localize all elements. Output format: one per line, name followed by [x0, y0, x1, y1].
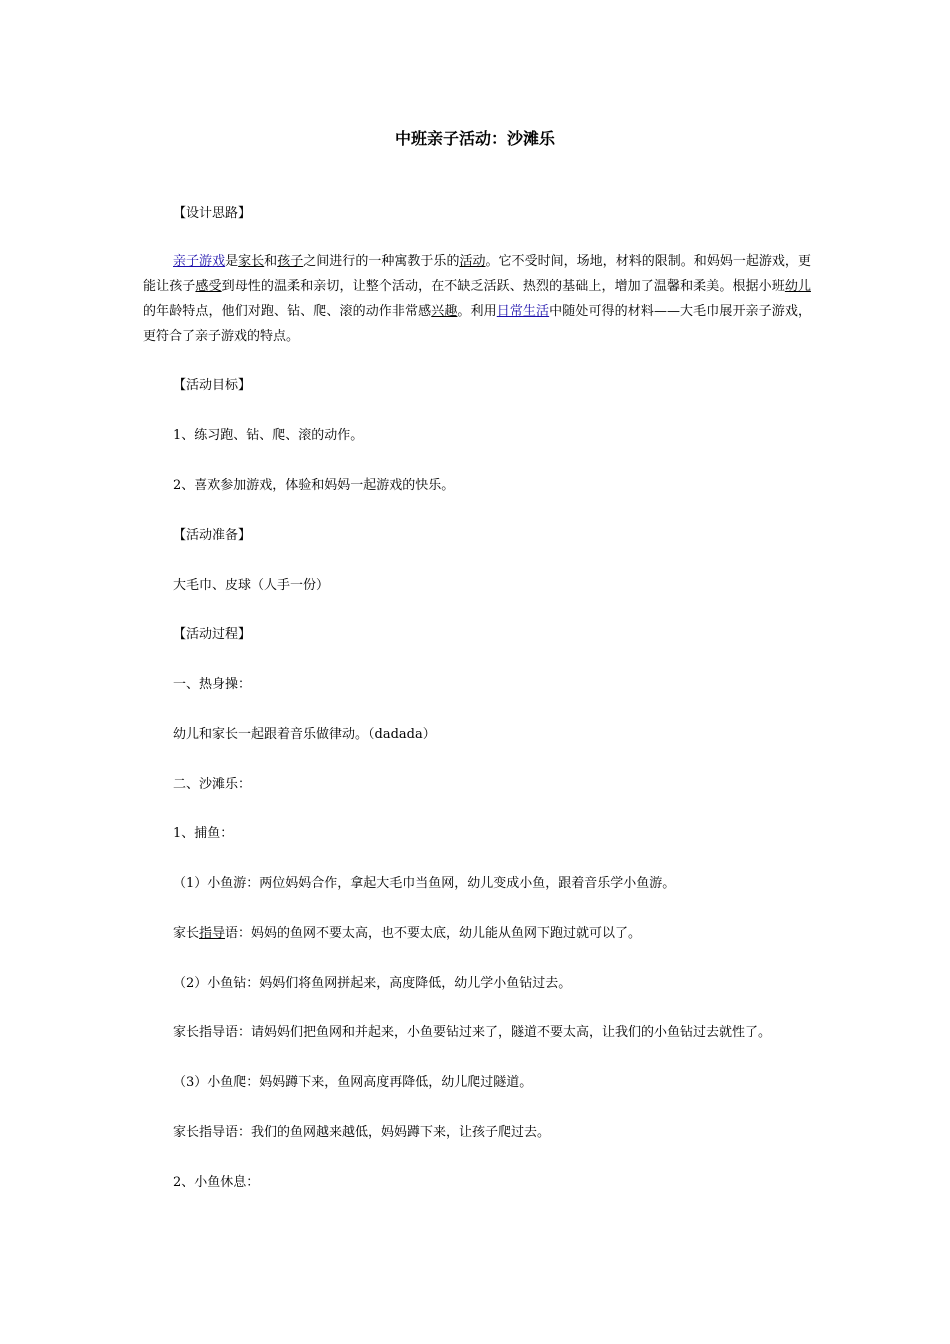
design-heading: 【设计思路】 [173, 206, 252, 221]
underlined-term: 家长 [238, 254, 265, 269]
parent-guide: 家长指导语：我们的鱼网越来越低，妈妈蹲下来，让孩子爬过去。 [173, 1125, 551, 1140]
goals-heading: 【活动目标】 [173, 378, 252, 393]
goal-item: 1、练习跑、钻、爬、滚的动作。 [173, 428, 364, 443]
underlined-term: 幼儿 [784, 279, 811, 294]
goal-item: 2、喜欢参加游戏，体验和妈妈一起游戏的快乐。 [173, 478, 455, 493]
underlined-term: 指导 [199, 926, 226, 941]
parent-guide: 家长指导语：妈妈的鱼网不要太高，也不要太底，幼儿能从鱼网下跑过就可以了。 [173, 926, 642, 941]
design-paragraph: 亲子游戏是家长和孩子之间进行的一种寓教于乐的活动。它不受时间，场地，材料的限制。和妈妈一起游戏，更能让孩子感受到母性的温柔和亲切，让整个活动，在不缺乏活跃、热烈的基础上，增加了温馨和柔美。根据小班幼儿的年龄特点，他们对跑、钻、爬、滚的动作非常感兴趣。利用日常生活中随处可得的材料——大毛巾展开亲子游戏，更符合了亲子游戏的特点。 [143, 254, 811, 344]
link-parent-child-game[interactable]: 亲子游戏 [173, 254, 226, 269]
section-text: 幼儿和家长一起跟着音乐做律动。（dadada） [173, 727, 436, 742]
prep-text: 大毛巾、皮球（人手一份） [173, 578, 330, 593]
activity-step: （2）小鱼钻：妈妈们将鱼网拼起来，高度降低，幼儿学小鱼钻过去。 [173, 976, 572, 991]
subsection-heading: 2、小鱼休息： [173, 1175, 260, 1190]
page-title: 中班亲子活动：沙滩乐 [394, 129, 555, 148]
activity-step: （3）小鱼爬：妈妈蹲下来，鱼网高度再降低，幼儿爬过隧道。 [173, 1075, 533, 1090]
prep-heading: 【活动准备】 [173, 528, 252, 543]
link-daily-life[interactable]: 日常生活 [496, 304, 550, 319]
underlined-term: 孩子 [277, 254, 304, 269]
parent-guide: 家长指导语：请妈妈们把鱼网和并起来，小鱼要钻过来了，隧道不要太高，让我们的小鱼钻过去就性了。 [173, 1025, 772, 1040]
underlined-term: 感受 [195, 279, 222, 294]
section-heading: 二、沙滩乐： [173, 777, 252, 792]
section-heading: 一、热身操： [173, 677, 252, 692]
subsection-heading: 1、捕鱼： [173, 826, 234, 841]
activity-step: （1）小鱼游：两位妈妈合作，拿起大毛巾当鱼网，幼儿变成小鱼，跟着音乐学小鱼游。 [173, 876, 676, 891]
process-heading: 【活动过程】 [173, 627, 252, 642]
underlined-term: 活动 [459, 254, 486, 269]
underlined-term: 兴趣 [431, 304, 458, 319]
